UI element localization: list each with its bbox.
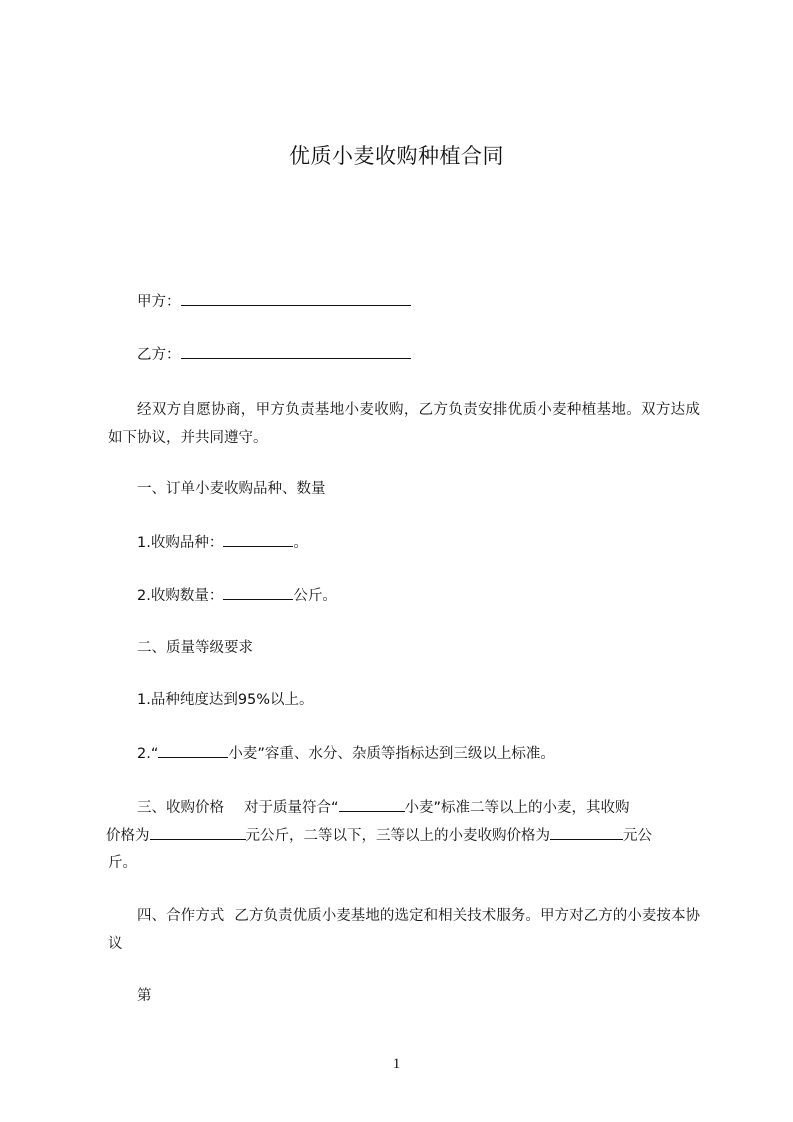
section2-item2-suffix: 小麦”容重、水分、杂质等指标达到三级以上标准。: [228, 746, 555, 762]
party-a-line: [137, 291, 411, 312]
party-b-label: 乙方：: [137, 347, 181, 363]
party-a-label: 甲方：: [137, 294, 181, 310]
section2-item1: 1.品种纯度达到95%以上。: [137, 692, 314, 708]
section3-text-c: 价格为: [106, 828, 150, 844]
section3-line1: [137, 797, 630, 818]
price-second-grade-blank: [150, 825, 246, 840]
wheel-type-blank: [158, 743, 228, 758]
section3-line3: 斤。: [108, 855, 137, 871]
party-b-blank: [181, 344, 411, 359]
variety-blank: [223, 532, 293, 547]
section3-line2: [106, 825, 652, 846]
section1-item2-label: 2.收购数量：: [137, 588, 224, 604]
section2-heading: 二、质量等级要求: [137, 640, 253, 656]
section2-item2: [137, 743, 555, 764]
section2-item2-prefix: 2.“: [137, 746, 159, 762]
section3-text-a: 对于质量符合“: [244, 800, 339, 816]
section1-item1-suffix: 。: [293, 535, 308, 551]
party-a-blank: [181, 291, 411, 306]
section1-item1-label: 1.收购品种：: [137, 535, 224, 551]
page-number: 1: [392, 1056, 401, 1072]
standard-wheat-blank: [339, 797, 405, 812]
section1-heading: 一、订单小麦收购品种、数量: [137, 481, 326, 497]
section3-text-d: 元公斤，二等以下，三等以上的小麦收购价格为: [245, 828, 550, 844]
section1-item1: [137, 532, 308, 553]
section3-heading: 三、收购价格: [137, 800, 224, 816]
section1-item2-suffix: 公斤。: [293, 588, 337, 604]
section4-text: 乙方负责优质小麦基地的选定和相关技术服务。甲方对乙方的小麦按本协议: [108, 908, 701, 952]
page-title: 优质小麦收购种植合同: [289, 144, 504, 168]
section3-text-b: 小麦”标准二等以上的小麦，其收购: [404, 800, 630, 816]
intro-paragraph: 经双方自愿协商，甲方负责基地小麦收购，乙方负责安排优质小麦种植基地。双方达成如下协议，并共同遵守。: [108, 402, 700, 446]
section4-heading: 四、合作方式: [137, 908, 225, 924]
section4-paragraph: [108, 902, 700, 958]
trailing-text: 第: [137, 988, 152, 1004]
section3-text-e: 元公: [623, 828, 652, 844]
section1-item2: [137, 585, 337, 606]
quantity-blank: [223, 585, 293, 600]
price-third-grade-blank: [550, 825, 623, 840]
party-b-line: [137, 344, 411, 365]
